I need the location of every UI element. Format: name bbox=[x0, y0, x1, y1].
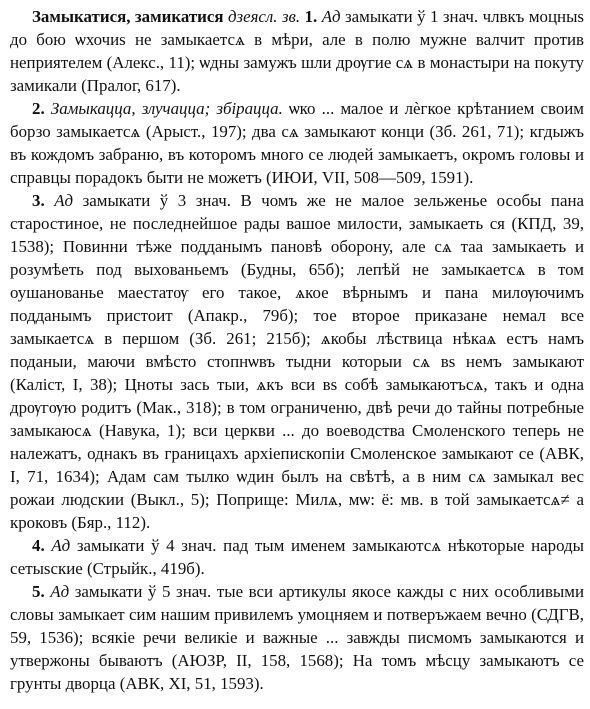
sense-text: замыкати ў 1 знач. члвкъ моцныs до бою ѡхочиs не замыкаетсѧ в мѣри, але в полю мужне валчит против неприятелем (Алекс., 11); ѡдны замужъ шли дрѹгие сѧ в монастыри на покуту замикали (Пралог, 617). bbox=[10, 7, 584, 95]
sense-gloss: Ад bbox=[50, 582, 70, 601]
grammar-label: дзеясл. зв. bbox=[223, 7, 305, 26]
entry-paragraph-5 bbox=[10, 580, 584, 695]
entry-paragraph-2 bbox=[10, 97, 584, 189]
sense-number: 5. bbox=[32, 582, 45, 601]
sense-gloss: Ад bbox=[51, 536, 71, 555]
sense-gloss: Ад bbox=[54, 191, 74, 210]
entry-paragraph-4 bbox=[10, 534, 584, 580]
sense-number: 2. bbox=[32, 99, 45, 118]
sense-gloss: Ад bbox=[321, 7, 341, 26]
sense-text: ѡко ... малое и лѐгкое крѣтанием своим борзо замыкаетсѧ (Арыст., 197); два сѧ замыкают конци (Зб. 261, 71); кгдыжъ въ кождомъ забраню, въ которомъ много се людей замыкаетъ, окромъ головы и справцы порадокъ быти не можетъ (ИЮИ, VII, 508—509, 1591). bbox=[10, 99, 584, 187]
sense-number: 4. bbox=[32, 536, 45, 555]
entry-paragraph-3 bbox=[10, 189, 584, 534]
sense-text: замыкати ў 4 знач. пад тым именем замыкаютсѧ нѣкоторые народы сетыsские (Стрыйк., 419б). bbox=[10, 536, 584, 578]
sense-number: 1. bbox=[304, 7, 318, 26]
entry-paragraph-1 bbox=[10, 5, 584, 97]
headword: Замыкатися, замикатися bbox=[32, 7, 224, 26]
sense-text: замыкати ў 3 знач. В чомъ же не малое зельженье особы пана старостиное, не последнейшое рады вашое милости, замыкаеть ся (КПД, 39, 1538); Повинни тѣже подданымъ пановѣ оборону, але сѧ таа замыкаеть и розумѣеть под выхованьемъ (Будны, 65б); лепѣй не замыкаетсѧ в том оушанованье маестатѹ его такое, ѧкое вѣрнымъ и пана милѹючимъ подданымъ пристоит (Апакр., 79б); тое второе приказане немал все замыкаетсѧ в першом (Зб. 261; 215б); ѧкобы лѣствица нѣкаѧ естъ намъ поданыи, маючи вмѣсто стопнѡвъ тыдни которыи сѧ вs немъ замыкают (Каліст, I, 38); Цноты зась тыи, ѧкъ вси вs собѣ замыкаютъсѧ, такъ и одна дрѹгѹю родитъ (Мак., 318); в том ограниченю, двѣ речи до тайны потребные замыкаюсѧ (Навука, 1); вси церкви ... до воеводства Смоленского теперь не належатъ, однакъ въ границахъ архіепископіи Смоленское замыкают се (АВК, I, 71, 1634); Адам сам тылко ѡдин былъ на свѣтѣ, а в ним сѧ замыкал вес рожаи людскии (Выкл., 5); Поприще: Милѧ, мѡ: ё: мв. в той замыкаетсѧ≠ а кроковъ (Бяр., 112). bbox=[10, 191, 584, 532]
sense-text: замыкати ў 5 знач. тые вси артикулы якосе кажды с них особливыми словы замыкает сим нашим привилемъ умоцняем и потверъжаем вечно (СДГВ, 59, 1536); всякіе речи великіе и важные ... завжды писмомъ замыкаются и утвержоны бываютъ (АЮЗР, II, 158, 1568); На томъ мѣсцу замыкаютъ се грунты дворца (АВК, XI, 51, 1593). bbox=[10, 582, 584, 693]
sense-number: 3. bbox=[32, 191, 45, 210]
sense-gloss: Замыкацца, злучацца; збірацца. bbox=[50, 99, 283, 118]
